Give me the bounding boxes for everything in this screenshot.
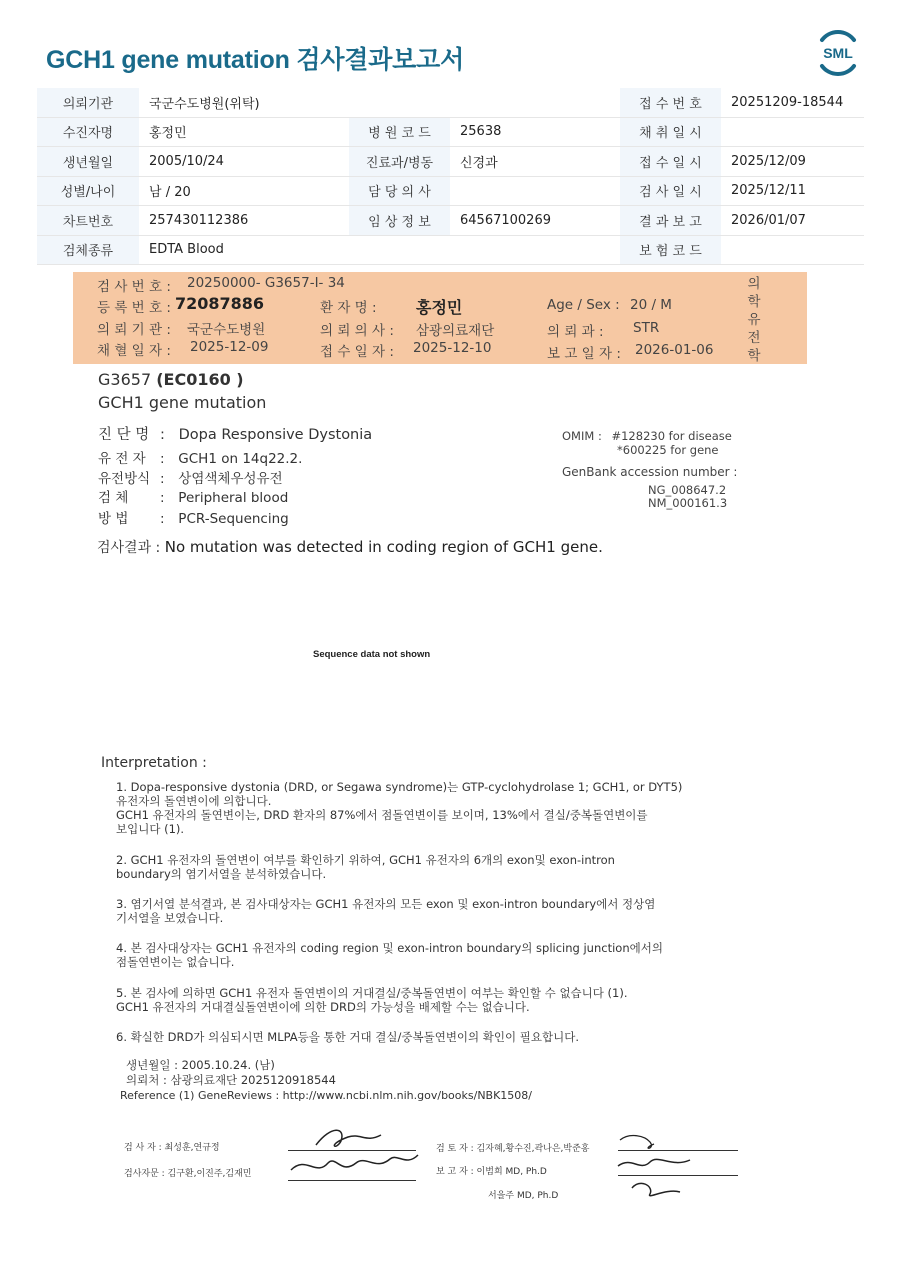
interp-paragraph-2 (116, 853, 615, 881)
info-label: 생년월일 (37, 147, 139, 177)
omim-block (562, 429, 732, 443)
result-line (97, 537, 603, 557)
info-value (721, 117, 864, 147)
info-label: 결 과 보 고 (620, 206, 721, 236)
vertical-char: 의 (747, 276, 761, 292)
vertical-char: 전 (747, 330, 761, 346)
report-title: GCH1 gene mutation 검사결과보고서 (46, 46, 465, 74)
exam-no-label: 검 사 번 호 : (97, 279, 171, 295)
info-label: 의뢰기관 (37, 88, 139, 117)
info-value (450, 176, 620, 206)
interp-line: 보입니다 (1). (116, 822, 185, 836)
info-value: 20251209-18544 (721, 88, 864, 117)
field-inheritance: 유전방식 : 상염색체우성유전 (98, 467, 283, 487)
field-key: 유전방식 (98, 471, 151, 487)
info-label: 성별/나이 (37, 176, 139, 206)
exam-no: 20250000- G3657-I- 34 (187, 275, 345, 291)
field-specimen: 검 체 : Peripheral blood (98, 486, 288, 506)
info-row (37, 88, 864, 117)
genbank-nm: NM_000161.3 (648, 496, 728, 510)
field-value: Dopa Responsive Dystonia (178, 427, 373, 443)
doctor-label: 의 뢰 의 사 : (320, 323, 394, 339)
info-value: EDTA Blood (139, 235, 349, 265)
info-row (37, 147, 864, 177)
interp-line: 점돌연변이는 없습니다. (116, 955, 235, 969)
interp-line: 기서열을 보였습니다. (116, 911, 224, 925)
specimen-header-band (73, 272, 807, 364)
interp-line: 5. 본 검사에 의하면 GCH1 유전자 돌연변이의 거대결실/중복돌연변이 여부는 확인할 수 없습니다 (1). (116, 986, 628, 1000)
dept-label: 의 뢰 과 : (547, 324, 604, 340)
test-code (98, 370, 244, 389)
field-key: 진 단 명 (98, 427, 150, 443)
recv-date-label: 접 수 일 자 : (320, 344, 394, 360)
interp-line: 6. 확실한 DRD가 의심되시면 MLPA등을 통한 거대 결실/중복돌연변이의 확인이 필요합니다. (116, 1030, 579, 1044)
interp-line: 2. GCH1 유전자의 돌연변이 여부를 확인하기 위하여, GCH1 유전자의 6개의 exon및 exon-intron (116, 853, 615, 867)
info-label: 임 상 정 보 (349, 206, 450, 236)
interp-line: GCH1 유전자의 거대결실돌연변이에 의한 DRD의 가능성을 배제할 수는 없습니다. (116, 1000, 530, 1014)
field-gene: 유 전 자 : GCH1 on 14q22.2. (98, 447, 302, 467)
omim-gene: *600225 for gene (617, 443, 719, 457)
genbank-ng: NG_008647.2 (648, 483, 727, 497)
info-label: 병 원 코 드 (349, 117, 450, 147)
field-method: 방 법 : PCR-Sequencing (98, 507, 289, 527)
vertical-dept-label (746, 275, 762, 365)
doctor: 삼광의료재단 (416, 323, 495, 339)
patient-name: 홍정민 (416, 298, 463, 317)
test-code-value: G3657 (98, 370, 152, 389)
dept: STR (633, 320, 660, 336)
interp-paragraph-6 (116, 1030, 579, 1044)
client: 국군수도병원 (187, 322, 266, 338)
reg-no-label: 등 록 번 호 : (97, 300, 171, 316)
agesex: 20 / M (630, 297, 672, 313)
result-text: No mutation was detected in coding region of GCH1 gene. (164, 538, 603, 556)
test-code-sub: (EC0160 ) (156, 370, 244, 389)
sequence-note: Sequence data not shown (313, 649, 431, 660)
info-label: 검 사 일 시 (620, 176, 721, 206)
result-label: 검사결과 : (97, 540, 161, 556)
signature-scribbles-left (286, 1115, 426, 1190)
birth-line: 생년월일 : 2005.10.24. (남) (126, 1058, 275, 1072)
info-row (37, 206, 864, 236)
report-date: 2026-01-06 (635, 342, 714, 358)
field-value: 상염색체우성유전 (178, 471, 283, 487)
info-row (37, 176, 864, 206)
info-value: 2026/01/07 (721, 206, 864, 236)
field-key: 방 법 (98, 511, 129, 527)
genbank-label: GenBank accession number : (562, 465, 738, 479)
patient-info-table (37, 88, 864, 265)
reviewer-line: 검 토 자 : 김자혜,황수진,곽나은,박준홍 (436, 1144, 590, 1154)
info-value: 2025/12/09 (721, 147, 864, 177)
interp-line: 유전자의 돌연변이에 의합니다. (116, 794, 272, 808)
recv-date: 2025-12-10 (413, 340, 492, 356)
signature-scribbles-right (610, 1128, 710, 1203)
info-value: 257430112386 (139, 206, 349, 236)
omim-label: OMIM : (562, 429, 602, 443)
reg-no: 72087886 (175, 294, 265, 313)
interp-line: 3. 염기서열 분석결과, 본 검사대상자는 GCH1 유전자의 모든 exon 및 exon-intron boundary에서 정상염 (116, 897, 656, 911)
agesex-label: Age / Sex : (547, 297, 620, 313)
draw-date: 2025-12-09 (190, 339, 269, 355)
info-label: 접 수 번 호 (620, 88, 721, 117)
draw-date-label: 채 혈 일 자 : (97, 343, 171, 359)
test-name: GCH1 gene mutation (98, 393, 267, 412)
info-label: 검체종류 (37, 235, 139, 265)
info-value: 25638 (450, 117, 620, 147)
client-label: 의 뢰 기 관 : (97, 322, 171, 338)
vertical-char: 유 (747, 312, 761, 328)
interp-line: boundary의 염기서열을 분석하였습니다. (116, 867, 327, 881)
info-label: 차트번호 (37, 206, 139, 236)
field-value: GCH1 on 14q22.2. (178, 451, 303, 467)
logo-text: SML (823, 45, 853, 61)
interp-line: GCH1 유전자의 돌연변이는, DRD 환자의 87%에서 점돌연변이를 보이며, 13%에서 결실/중복돌연변이를 (116, 808, 648, 822)
field-key: 유 전 자 (98, 451, 146, 467)
omim-disease: #128230 for disease (611, 429, 732, 443)
report-date-label: 보 고 일 자 : (547, 346, 621, 362)
info-value (721, 235, 864, 265)
reference-line: Reference (1) GeneReviews : http://www.ncbi.nlm.nih.gov/books/NBK1508/ (120, 1089, 533, 1102)
source-line: 의뢰처 : 삼광의료재단 2025120918544 (126, 1073, 336, 1087)
info-label: 접 수 일 시 (620, 147, 721, 177)
info-value: 남 / 20 (139, 176, 349, 206)
sml-logo (814, 30, 862, 76)
info-label: 진료과/병동 (349, 147, 450, 177)
vertical-char: 학 (747, 348, 761, 364)
field-key: 검 체 (98, 490, 129, 506)
info-value: 2025/12/11 (721, 176, 864, 206)
field-diagnosis: 진 단 명 : Dopa Responsive Dystonia (98, 423, 372, 444)
field-value: PCR-Sequencing (178, 511, 289, 527)
info-value: 신경과 (450, 147, 620, 177)
patient-label: 환 자 명 : (320, 300, 377, 316)
info-label: 보 험 코 드 (620, 235, 721, 265)
interp-line: 1. Dopa-responsive dystonia (DRD, or Segawa syndrome)는 GTP-cyclohydrolase 1; GCH1, or DYT5) (116, 780, 683, 794)
info-row (37, 235, 864, 265)
info-value: 국군수도병원(위탁) (139, 88, 349, 117)
info-label: 담 당 의 사 (349, 176, 450, 206)
field-value: Peripheral blood (178, 490, 289, 506)
vertical-char: 학 (747, 294, 761, 310)
info-value: 홍정민 (139, 117, 349, 147)
reporter2-line: 서을주 MD, Ph.D (488, 1191, 559, 1201)
interp-paragraph-5 (116, 986, 627, 1014)
info-value: 64567100269 (450, 206, 620, 236)
info-row (37, 117, 864, 147)
advisor-line: 검사자문 : 김구환,이진주,김재민 (124, 1169, 252, 1179)
interp-paragraph-1 (116, 780, 682, 836)
interp-paragraph-3 (116, 897, 655, 925)
interpretation-title: Interpretation : (101, 755, 207, 771)
info-label: 수진자명 (37, 117, 139, 147)
interp-line: 4. 본 검사대상자는 GCH1 유전자의 coding region 및 exon-intron boundary의 splicing junction에서의 (116, 941, 663, 955)
info-value: 2005/10/24 (139, 147, 349, 177)
tester-line: 검 사 자 : 최성훈,연규정 (124, 1143, 220, 1153)
interp-paragraph-4 (116, 941, 663, 969)
reporter-line: 보 고 자 : 이범희 MD, Ph.D (436, 1167, 547, 1177)
info-label: 채 취 일 시 (620, 117, 721, 147)
